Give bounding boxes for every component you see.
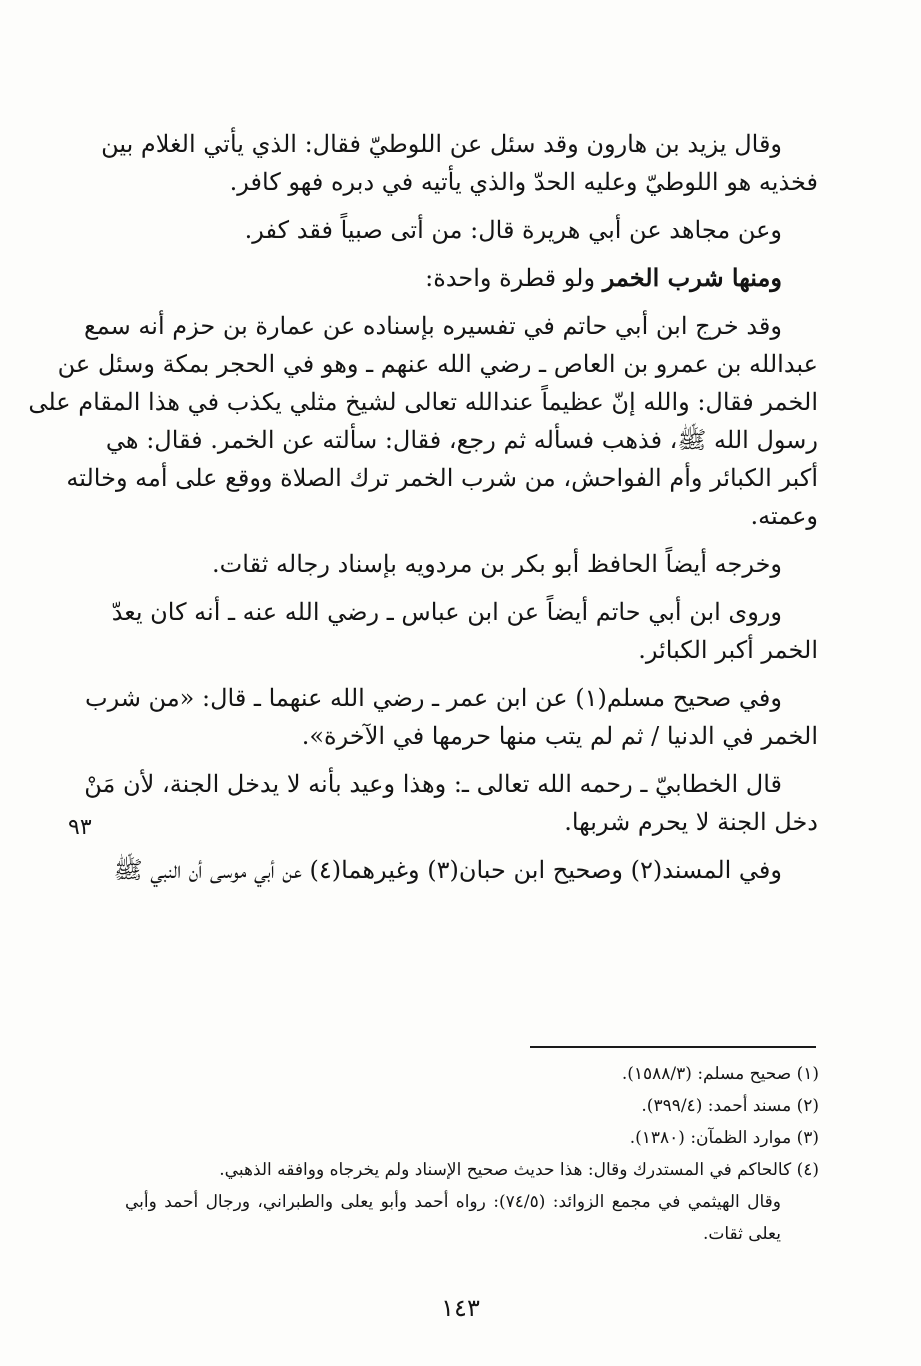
text-line: وعن مجاهد عن أبي هريرة قال: من أتى صبياً فقد كفر. — [244, 216, 782, 244]
heading-line — [112, 259, 818, 297]
paragraph-ibn-mardawayh — [112, 545, 818, 583]
footnote-3: (٣) موارد الظمآن: (١٣٨٠). — [629, 1128, 819, 1148]
footnote-4-continuation: وقال الهيثمي في مجمع الزوائد: (٧٤/٥): رواه أحمد وأبو يعلى والطبراني، ورجال أحمد وأبي — [125, 1192, 781, 1212]
section-heading — [112, 259, 818, 297]
text-line: فخذيه هو اللوطيّ وعليه الحدّ والذي يأتيه في دبره فهو كافر. — [229, 168, 818, 196]
margin-page-marker: ٩٣ — [68, 815, 92, 840]
page-number: ١٤٣ — [441, 1294, 480, 1322]
footnote-divider — [530, 1046, 816, 1048]
text-line: وقال يزيد بن هارون وقد سئل عن اللوطيّ فقال: الذي يأتي الغلام بين — [101, 130, 782, 158]
text-line: رسول الله ﷺ، فذهب فسأله ثم رجع، فقال: سألته عن الخمر. فقال: هي — [105, 426, 818, 454]
heading-bold-text: ومنها شرب الخمر — [602, 263, 782, 292]
paragraph-yazid — [101, 125, 818, 201]
text-line: وخرجه أيضاً الحافظ أبو بكر بن مردويه بإسناد رجاله ثقات. — [212, 550, 782, 578]
text-line: وقد خرج ابن أبي حاتم في تفسيره بإسناده عن عمارة بن حزم أنه سمع — [84, 312, 782, 340]
paragraph-sahih-muslim — [84, 679, 818, 755]
paragraph-khattabi — [84, 765, 818, 841]
text-line: وفي المسند(٢) وصحيح ابن حبان(٣) وغيرهما(٤) عن أبي موسى أن النبي ﷺ — [113, 856, 782, 884]
text-line: عبدالله بن عمرو بن العاص ـ رضي الله عنهم ـ وهو في الحجر بمكة وسئل عن — [57, 350, 818, 378]
text-line: الخمر أكبر الكبائر. — [638, 636, 818, 664]
paragraph-ibn-abi-hatim — [28, 307, 818, 535]
footnote-4-continuation: يعلى ثقات. — [702, 1224, 781, 1244]
text-line: وعمته. — [750, 502, 818, 530]
text-line: وفي صحيح مسلم(١) عن ابن عمر ـ رضي الله عنهما ـ قال: «من شرب — [84, 684, 782, 712]
footnote-2: (٢) مسند أحمد: (٣٩٩/٤). — [641, 1096, 819, 1116]
text-line: وروى ابن أبي حاتم أيضاً عن ابن عباس ـ رضي الله عنه ـ أنه كان يعدّ — [111, 598, 782, 626]
paragraph-mujahid — [112, 211, 818, 249]
paragraph-musnad — [112, 851, 818, 889]
paragraph-ibn-abbas — [112, 593, 818, 669]
text-line: دخل الجنة لا يحرم شربها. — [564, 808, 818, 836]
footnote-4: (٤) كالحاكم في المستدرك وقال: هذا حديث صحيح الإسناد ولم يخرجاه ووافقه الذهبي. — [219, 1160, 819, 1180]
footnotes — [125, 1058, 819, 1250]
text-line: الخمر فقال: والله إنّ عظيماً عندالله تعالى لشيخ مثلي يكذب في هذا المقام على — [28, 388, 818, 416]
text-line: الخمر في الدنيا / ثم لم يتب منها حرمها في الآخرة». — [301, 722, 818, 750]
heading-rest-text: ولو قطرة واحدة: — [425, 264, 603, 292]
footnote-1: (١) صحيح مسلم: (١٥٨٨/٣). — [621, 1064, 819, 1084]
text-line: قال الخطابيّ ـ رحمه الله تعالى ـ: وهذا وعيد بأنه لا يدخل الجنة، لأن مَنْ — [84, 770, 782, 798]
text-line: أكبر الكبائر وأم الفواحش، من شرب الخمر ترك الصلاة ووقع على أمه وخالته — [66, 464, 818, 492]
